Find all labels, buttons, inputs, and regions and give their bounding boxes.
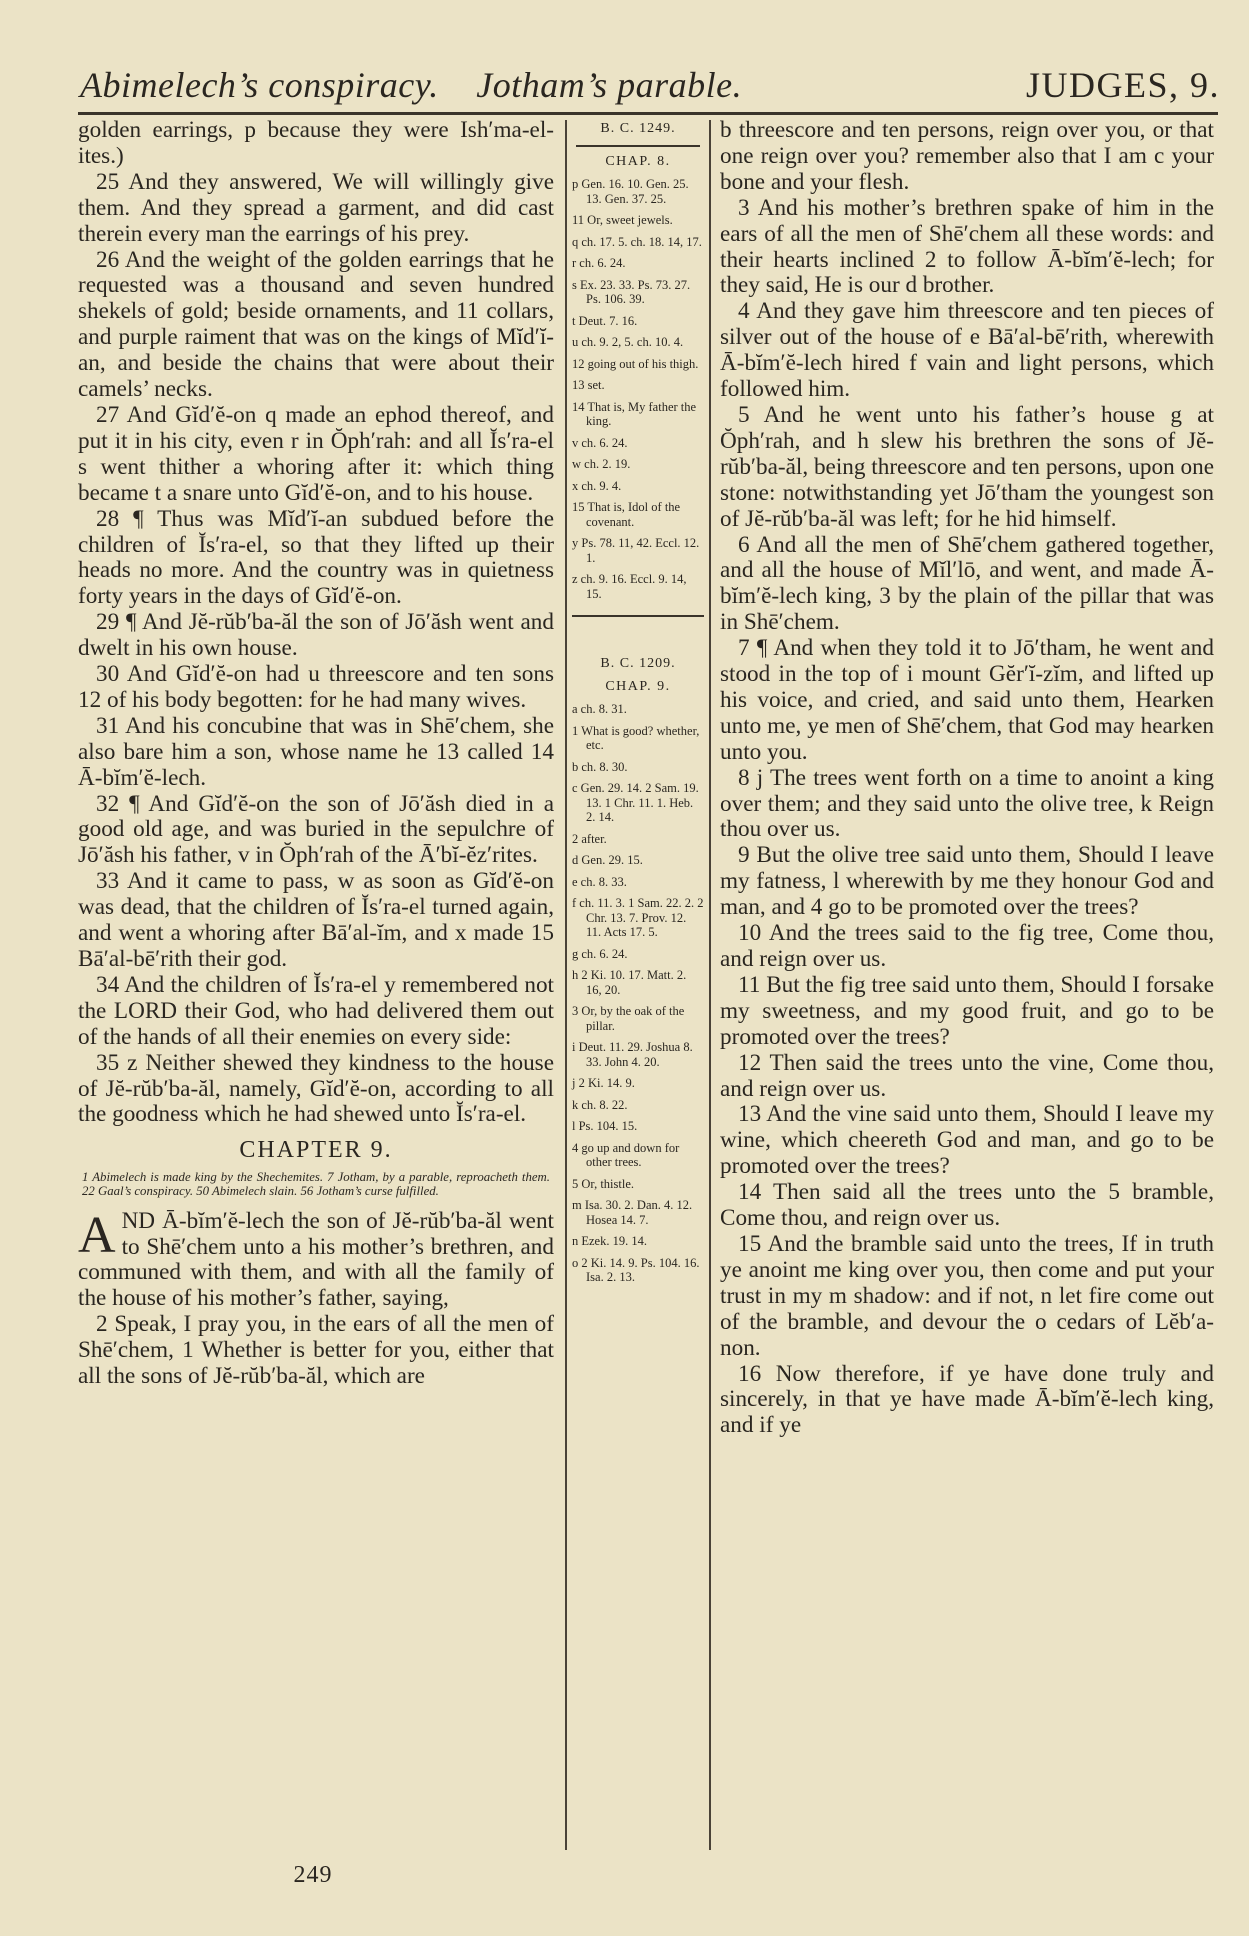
verse-text: 35 z Neither shewed they kindness to the house of Jĕ-rŭb′ba-ăl, namely, Gĭd′ĕ-on, according to all the goodness which he had shewed unto Ĭs′ra-el. — [78, 1049, 554, 1128]
reference-rule — [576, 145, 700, 147]
verse-text: 14 Then said all the trees unto the 5 bramble, Come thou, and reign over us. — [720, 1179, 1214, 1232]
verse-text: 7 ¶ And when they told it to Jō′tham, he went and stood in the top of i mount Gĕr′ĭ-zĭm, and lifted up his voice, and cried, and said unto them, Hearken unto me, ye men of Shē′chem, that God may hearken unto you. — [720, 635, 1214, 765]
date-note: B. C. 1249. — [600, 121, 676, 136]
reference-note: 2 after. — [572, 831, 607, 846]
verse-text: 10 And the trees said to the fig tree, Come thou, and reign over us. — [720, 920, 1214, 972]
drop-cap: A — [78, 1206, 116, 1264]
reference-note: d Gen. 29. 15. — [572, 853, 643, 867]
verse-text: 4 And they gave him threescore and ten pieces of silver out of the house of e Bā′al-bē′rith, wherewith Ā-bĭm′ĕ-lech hired f vain and light persons, which followed him. — [720, 298, 1214, 403]
reference-note: 13 set. — [572, 378, 605, 392]
reference-note: 12 going out of his thigh. — [572, 356, 699, 371]
column-divider-left — [565, 120, 567, 1850]
reference-chapter-label: CHAP. 9. — [605, 678, 671, 694]
chapter-first-verse — [78, 1206, 554, 1313]
reference-note: y Ps. 78. 11, 42. Eccl. 12. 1. — [572, 536, 700, 565]
reference-note: 15 That is, Idol of the covenant. — [572, 500, 681, 529]
right-text-column — [720, 118, 1214, 1439]
reference-note: 14 That is, My father the king. — [572, 399, 697, 428]
verse-text: 2 Speak, I pray you, in the ears of all the men of Shē′chem, 1 Whether is better for you, either that all the sons of Jĕ-rŭb′ba-ăl, which are — [78, 1311, 554, 1390]
verse-text: 5 And he went unto his father’s house g at Ŏph′rah, and h slew his brethren the sons of Jĕ-rŭb′ba-ăl, being threescore and ten persons, upon one stone: notwithstanding yet Jō′tham the youngest son of Jĕ-rŭb′ba-ăl was left; for he hid himself. — [720, 401, 1214, 532]
page-number: 249 — [293, 1862, 333, 1888]
header-topic-conspiracy: Abimelech’s conspiracy. — [80, 65, 439, 105]
verse-text: 9 But the olive tree said unto them, Should I leave my fatness, l wherewith by me they honour God and man, and 4 go to be promoted over the trees? — [720, 842, 1214, 921]
verse-text: 15 And the bramble said unto the trees, If in truth ye anoint me king over you, then come and put your trust in my m shadow: and if not, n let fire come out of the bramble, and devour the o cedars of Lĕb′a-non. — [720, 1230, 1214, 1361]
reference-note: o 2 Ki. 14. 9. Ps. 104. 16. Isa. 2. 13. — [572, 1255, 700, 1284]
reference-note: j 2 Ki. 14. 9. — [572, 1076, 635, 1090]
verse-text: 3 And his mother’s brethren spake of him in the ears of all the men of Shē′chem all these words: and their hearts inclined 2 to follow Ā-bĭm′ĕ-lech; for they said, He is our d brother. — [720, 194, 1214, 299]
chapter-heading: CHAPTER 9. — [239, 1137, 393, 1164]
reference-note: b ch. 8. 30. — [572, 759, 628, 774]
header-topics — [80, 64, 742, 106]
reference-note: 11 Or, sweet jewels. — [572, 213, 673, 227]
verse-text: 28 ¶ Thus was Mĭd′ĭ-an subdued before the children of Ĭs′ra-el, so that they lifted up their heads no more. And the country was in quietness forty years in the days of Gĭd′ĕ-on. — [78, 505, 554, 610]
reference-note: i Deut. 11. 29. Joshua 8. 33. John 4. 20. — [572, 1040, 693, 1069]
reference-note: s Ex. 23. 33. Ps. 73. 27. Ps. 106. 39. — [572, 277, 691, 306]
reference-note: v ch. 6. 24. — [572, 435, 628, 450]
reference-note: w ch. 2. 19. — [572, 457, 631, 471]
reference-notes-chapter-9 — [572, 702, 704, 1285]
reference-note: q ch. 17. 5. ch. 18. 14, 17. — [572, 234, 702, 249]
verse-text: 31 And his concubine that was in Shē′chem, she also bare him a son, whose name he 13 called 14 Ā-bĭm′ĕ-lech. — [78, 712, 554, 791]
reference-note: 5 Or, thistle. — [572, 1176, 634, 1191]
verse-text: 27 And Gĭd′ĕ-on q made an ephod thereof, and put it in his city, even r in Ŏph′rah: and all Ĭs′ra-el s went thither a whoring after it: which thing became t a snare unto Gĭd′ĕ-on, and to his house. — [78, 401, 554, 506]
reference-note: z ch. 9. 16. Eccl. 9. 14, 15. — [572, 572, 687, 601]
verse-text: 29 ¶ And Jĕ-rŭb′ba-ăl the son of Jō′ăsh went and dwelt in his own house. — [78, 609, 554, 662]
reference-note: c Gen. 29. 14. 2 Sam. 19. 13. 1 Chr. 11. 1. Heb. 2. 14. — [572, 781, 699, 824]
verse-text: 34 And the children of Ĭs′ra-el y remembered not the LORD their God, who had delivered them out of the hands of all their enemies on every side: — [78, 971, 554, 1050]
reference-note: k ch. 8. 22. — [572, 1097, 628, 1112]
reference-note: h 2 Ki. 10. 17. Matt. 2. 16, 20. — [572, 968, 687, 997]
center-reference-column — [572, 122, 704, 1292]
verse-text: 6 And all the men of Shē′chem gathered together, and all the house of Mĭl′lō, and went, and made Ā-bĭm′ĕ-lech king, 3 by the plain of the pillar that was in Shē′chem. — [720, 531, 1214, 636]
verse-text: 25 And they answered, We will willingly give them. And they spread a garment, and did cast therein every man the earrings of his prey. — [78, 168, 554, 247]
reference-note: m Isa. 30. 2. Dan. 4. 12. Hosea 14. 7. — [572, 1198, 693, 1227]
verse-text: ND Ā-bĭm′ĕ-lech the son of Jĕ-rŭb′ba-ăl went to Shē′chem unto a his mother’s brethren, and communed with them, and with all the family of the house of his mother’s father, saying, — [78, 1207, 554, 1312]
verse-text: 11 But the fig tree said unto them, Should I forsake my sweetness, and my good fruit, and go to be promoted over the trees? — [720, 971, 1214, 1050]
reference-note: n Ezek. 19. 14. — [572, 1234, 647, 1248]
reference-note: a ch. 8. 31. — [572, 702, 627, 716]
verse-text: 12 Then said the trees unto the vine, Come thou, and reign over us. — [720, 1049, 1214, 1102]
reference-note: f ch. 11. 3. 1 Sam. 22. 2. 2 Chr. 13. 7. Prov. 12. 11. Acts 17. 5. — [572, 896, 704, 939]
running-header — [80, 64, 1220, 114]
column-divider-right — [709, 120, 711, 1850]
reference-note: 1 What is good? whether, etc. — [572, 723, 700, 752]
header-rule — [78, 112, 1218, 115]
verse-text: 32 ¶ And Gĭd′ĕ-on the son of Jō′ăsh died in a good old age, and was buried in the sepulchre of Jō′ăsh his father, v in Ŏph′rah of the Ā′bĭ-ĕz′rites. — [78, 790, 554, 869]
reference-note: r ch. 6. 24. — [572, 256, 626, 270]
reference-note: e ch. 8. 33. — [572, 874, 627, 889]
verse-text: 16 Now therefore, if ye have done truly and sincerely, in that ye have made Ā-bĭm′ĕ-lech king, and if ye — [720, 1360, 1214, 1439]
reference-note: 4 go up and down for other trees. — [572, 1140, 680, 1169]
verse-text: 33 And it came to pass, w as soon as Gĭd′ĕ-on was dead, that the children of Ĭs′ra-el turned again, and went a whoring after Bā′al-ĭm, and x made 15 Bā′al-bē′rith their god. — [78, 868, 554, 972]
verse-text: 13 And the vine said unto them, Should I leave my wine, which cheereth God and man, and go to be promoted over the trees? — [720, 1101, 1214, 1180]
verse-text: 26 And the weight of the golden earrings that he requested was a thousand and seven hundred shekels of gold; beside ornaments, and 11 collars, and purple raiment that was on the kings of Mĭd′ĭ-an, and beside the chains that were about their camels’ necks. — [78, 246, 554, 403]
reference-note: x ch. 9. 4. — [572, 478, 622, 493]
verse-text: b threescore and ten persons, reign over you, or that one reign over you? remember also that I am c your bone and your flesh. — [720, 117, 1214, 195]
date-note: B. C. 1209. — [600, 656, 676, 671]
verse-text: 8 j The trees went forth on a time to anoint a king over them; and they said unto the olive tree, k Reign thou over us. — [720, 764, 1214, 843]
reference-separator — [572, 615, 704, 617]
reference-notes-chapter-8 — [572, 177, 704, 601]
header-book-chapter: JUDGES, 9. — [1025, 65, 1220, 105]
header-topic-parable: Jotham’s parable. — [476, 65, 743, 105]
reference-note: l Ps. 104. 15. — [572, 1119, 638, 1133]
reference-note: g ch. 6. 24. — [572, 946, 628, 961]
left-text-column — [78, 118, 554, 1390]
chapter-summary: 1 Abimelech is made king by the Shechemites. 7 Jotham, by a parable, reproacheth them. 22 Gaal’s conspiracy. 50 Abimelech slain. 56 Jotham’s curse fulfilled. — [82, 1170, 550, 1199]
reference-note: 3 Or, by the oak of the pillar. — [572, 1004, 685, 1033]
reference-note: u ch. 9. 2, 5. ch. 10. 4. — [572, 335, 684, 349]
verse-text: golden earrings, p because they were Ish′ma-el-ites.) — [78, 117, 554, 169]
verse-text: 30 And Gĭd′ĕ-on had u threescore and ten sons 12 of his body begotten: for he had many wives. — [78, 661, 554, 713]
reference-note: p Gen. 16. 10. Gen. 25. 13. Gen. 37. 25. — [572, 177, 689, 206]
reference-note: t Deut. 7. 16. — [572, 313, 638, 328]
reference-chapter-label: CHAP. 8. — [605, 153, 671, 169]
